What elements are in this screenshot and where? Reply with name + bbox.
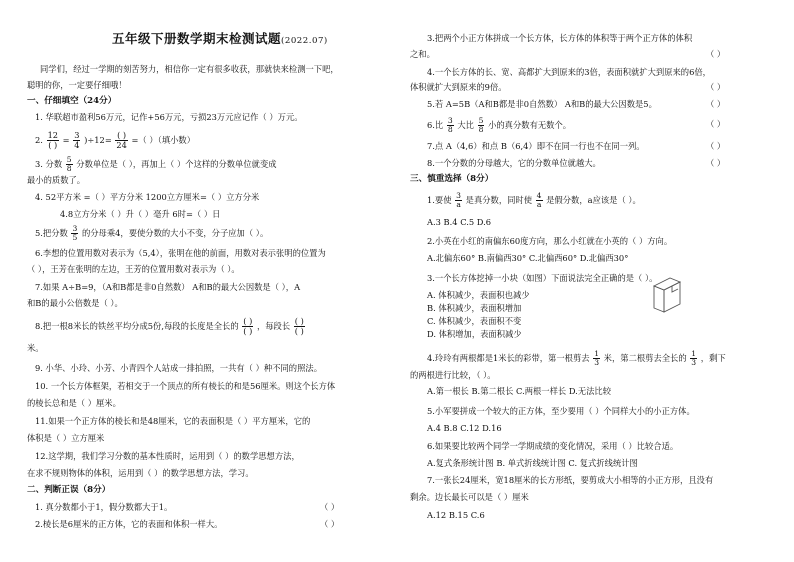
j6-mid: 大比 <box>457 120 474 130</box>
c4-prefix: 4.玲玲有两根都是1米长的彩带，第一根剪去 <box>427 353 590 363</box>
judge-3-paren: （ ） <box>706 49 726 59</box>
numerator: 12 <box>47 130 58 140</box>
fraction-12-blank <box>47 131 59 150</box>
fraction-1-3 <box>690 350 697 367</box>
question-3-cont: 最小的质数了。 <box>27 175 86 185</box>
choice-3-option-a: A. 体积减少，表面积也减少 <box>427 290 530 300</box>
question-12-line-1: 12.这学期，我们学习分数的基本性质时，运用到（ ）的数学思想方法， <box>35 451 300 461</box>
fraction-3-a <box>455 192 462 209</box>
judge-1: 1. 真分数都小于1，假分数都大于1。 <box>35 502 173 512</box>
denominator: 5 <box>72 233 78 242</box>
judge-3-line-1: 3.把两个小正方体拼成一个长方体，长方体的体积等于两个正方体的体积 <box>427 33 693 43</box>
page-title <box>112 33 328 47</box>
choice-3: 3.一个长方体挖掉一小块（如图）下面说法完全正确的是（ ）。 <box>427 273 658 283</box>
question-1: 1. 华联超市盈利56万元，记作+56万元，亏损23万元应记作（ ）万元。 <box>35 112 303 122</box>
fraction-3-5 <box>71 225 78 242</box>
judge-4-line-2: 体积就扩大到原来的9倍。 <box>410 82 507 92</box>
section-heading-judge: 二、判断正误（8分） <box>27 485 111 495</box>
choice-4 <box>427 350 726 367</box>
fraction-1-3 <box>593 350 600 367</box>
q5-prefix: 5.把分数 <box>35 228 68 238</box>
denominator: 24 <box>116 140 127 150</box>
choice-3-option-b: B. 体积减少，表面积增加 <box>427 303 522 313</box>
fraction-5-8 <box>478 117 485 134</box>
judge-4-paren: （ ） <box>706 82 726 92</box>
numerator: 1 <box>691 349 697 358</box>
denominator: 8 <box>66 164 72 173</box>
c1-suffix: 是假分数，a应该是（ ）。 <box>546 195 641 205</box>
choice-6: 6.如果要比较两个同学一学期成绩的变化情况，采用（ ）比较合适。 <box>427 441 679 451</box>
question-12-line-2: 在求不规则物体的体积，运用到（ ）的数学思想方法，学习。 <box>27 468 254 478</box>
question-9: 9. 小华、小玲、小芳、小青四个人站成一排拍照，一共有（ ）种不同的照法。 <box>35 363 322 373</box>
question-4-line-2: 4.8立方分米（ ）升（ ）毫升 6时=（ ）日 <box>60 209 221 219</box>
question-8-cont: 米。 <box>27 343 44 353</box>
choice-7-line-2: 剩余。边长最长可以是（ ）厘米 <box>410 492 529 502</box>
numerator: ( ) <box>117 130 127 140</box>
fraction-blank-1 <box>242 317 253 336</box>
judge-6-paren: （ ） <box>706 119 726 129</box>
numerator: ( ) <box>294 316 304 326</box>
denominator: 8 <box>447 125 453 134</box>
judge-5-paren: （ ） <box>706 99 726 109</box>
numerator: 3 <box>74 130 80 140</box>
q2-prefix: 2. <box>35 135 43 145</box>
numerator: 5 <box>478 116 484 125</box>
cuboid-cut-figure <box>650 272 684 314</box>
q2-eq: = <box>62 135 70 145</box>
judge-7-paren: （ ） <box>706 141 726 151</box>
choice-3-option-d: D. 体积增加，表面积减少 <box>427 329 522 339</box>
denominator: a <box>536 200 542 209</box>
section-heading-choice: 三、慎重选择（8分） <box>410 174 494 184</box>
question-6-line-2: （ ），王芳在张明的左边，王芳的位置用数对表示为（ ）。 <box>27 264 240 274</box>
question-7-line-2: 和B的最小公倍数是（ ）。 <box>27 298 123 308</box>
judge-4-line-1: 4.一个长方体的长、宽、高都扩大到原来的3倍，表面积就扩大到原来的6倍， <box>427 67 711 77</box>
numerator: 4 <box>536 191 542 200</box>
judge-6 <box>427 117 571 134</box>
judge-1-paren: （ ） <box>320 502 340 512</box>
choice-4-options: A.第一根长 B.第二根长 C.两根一样长 D.无法比较 <box>427 386 612 396</box>
fraction-3-4 <box>73 131 80 150</box>
choice-7-line-1: 7.一张长24厘米，宽18厘米的长方形纸，要剪成大小相等的小正方形，且没有 <box>427 475 714 485</box>
fraction-blank-2 <box>294 317 305 336</box>
denominator: 3 <box>594 358 600 367</box>
question-10-line-1: 10. 一个长方体框架，若相交于一个顶点的所有棱长的和是56厘米。则这个长方体 <box>35 381 336 391</box>
q2-div: )÷12= <box>84 135 112 145</box>
c1-mid: 是真分数，同时使 <box>465 195 533 205</box>
denominator: ( ) <box>294 326 304 336</box>
c4-mid: 米，第二根剪去全长的 <box>603 353 687 363</box>
numerator: 3 <box>447 116 453 125</box>
q3-body: 分数单位是（ ），再加上（ ）个这样的分数单位就变成 <box>76 159 277 169</box>
question-7-line-1: 7.如果 A÷B=9，（A和B都是非0自然数） A和B的最大公因数是（ ），A <box>35 282 301 292</box>
choice-2-options: A.北偏东60° B.南偏西30° C.北偏西60° D.北偏西30° <box>427 253 629 263</box>
question-4-line-1: 4. 52平方米 =（ ）平方分米 1200立方厘米=（ ）立方分米 <box>35 192 260 202</box>
j6-suffix: 小的真分数有无数个。 <box>488 120 572 130</box>
numerator: 1 <box>594 349 600 358</box>
intro-line-2: 聪明的你，一定要仔细哦！ <box>27 80 127 90</box>
j6-prefix: 6.比 <box>427 120 444 130</box>
question-8 <box>35 317 306 336</box>
title-date: (2022.07) <box>281 36 328 46</box>
choice-7-options: A.12 B.15 C.6 <box>427 510 485 520</box>
choice-1-options: A.3 B.4 C.5 D.6 <box>427 217 492 227</box>
q2-suffix: =（ ）（填小数） <box>131 135 196 145</box>
choice-3-option-c: C. 体积减少，表面积不变 <box>427 316 522 326</box>
q3-prefix: 3. 分数 <box>35 159 63 169</box>
question-11-line-2: 体积是（ ）立方厘米 <box>27 433 105 443</box>
denominator: ( ) <box>48 140 58 150</box>
judge-8-paren: （ ） <box>706 158 726 168</box>
numerator: ( ) <box>243 316 253 326</box>
title-text: 五年级下册数学期末检测试题 <box>112 31 282 46</box>
choice-2: 2.小英在小红的南偏东60度方向，那么小红就在小英的（ ）方向。 <box>427 236 673 246</box>
choice-4-cont: 的两根进行比较，（ ）。 <box>410 370 496 380</box>
q5-body: 的分母乘4，要使分数的大小不变，分子应加（ ）。 <box>81 228 269 238</box>
denominator: 4 <box>74 140 80 150</box>
fraction-5-8 <box>66 156 73 173</box>
judge-2: 2.棱长是6厘米的正方体，它的表面和体积一样大。 <box>35 519 223 529</box>
question-10-line-2: 的棱长总和是（ ）厘米。 <box>27 398 121 408</box>
fraction-3-8 <box>447 117 454 134</box>
denominator: 8 <box>478 125 484 134</box>
judge-2-paren: （ ） <box>320 519 340 529</box>
fraction-4-a <box>536 192 543 209</box>
intro-line-1: 同学们，经过一学期的刻苦努力，相信你一定有很多收获，那就快来检测一下吧， <box>40 64 339 74</box>
section-heading-fill: 一、仔细填空（24分） <box>27 96 117 106</box>
q8-prefix: 8.把一根8米长的铁丝平均分成5份,每段的长度是全长的 <box>35 321 239 331</box>
judge-8: 8.一个分数的分母越大，它的分数单位就越大。 <box>427 158 601 168</box>
fraction-blank-24 <box>115 131 127 150</box>
choice-5-options: A.4 B.8 C.12 D.16 <box>427 423 502 433</box>
c4-suffix: ，剩下 <box>700 353 726 363</box>
numerator: 3 <box>72 224 78 233</box>
numerator: 3 <box>456 191 461 200</box>
judge-5: 5.若 A=5B（A和B都是非0自然数） A和B的最大公因数是5。 <box>427 99 657 109</box>
denominator: a <box>456 200 461 209</box>
q8-mid: ，每段长 <box>256 321 291 331</box>
question-11-line-1: 11.如果一个正方体的棱长和是48厘米，它的表面积是（ ）平方厘米，它的 <box>35 416 311 426</box>
denominator: 3 <box>691 358 697 367</box>
choice-5: 5.小军要拼成一个较大的正方体，至少要用（ ）个同样大小的小正方体。 <box>427 406 695 416</box>
question-3 <box>35 156 277 173</box>
judge-7: 7.点 A（4,6）和点 B（6,4）即不在同一行也不在同一列。 <box>427 141 645 151</box>
c1-prefix: 1.要使 <box>427 195 452 205</box>
denominator: ( ) <box>243 326 253 336</box>
choice-1 <box>427 192 641 209</box>
numerator: 5 <box>66 155 72 164</box>
judge-3-line-2: 之和。 <box>410 49 435 59</box>
choice-6-options: A.复式条形统计图 B. 单式折线统计图 C. 复式折线统计图 <box>427 458 638 468</box>
question-6-line-1: 6.李想的位置用数对表示为（5,4），张明在他的前面，用数对表示张明的位置为 <box>35 248 326 258</box>
question-2 <box>35 131 195 150</box>
question-5 <box>35 225 268 242</box>
